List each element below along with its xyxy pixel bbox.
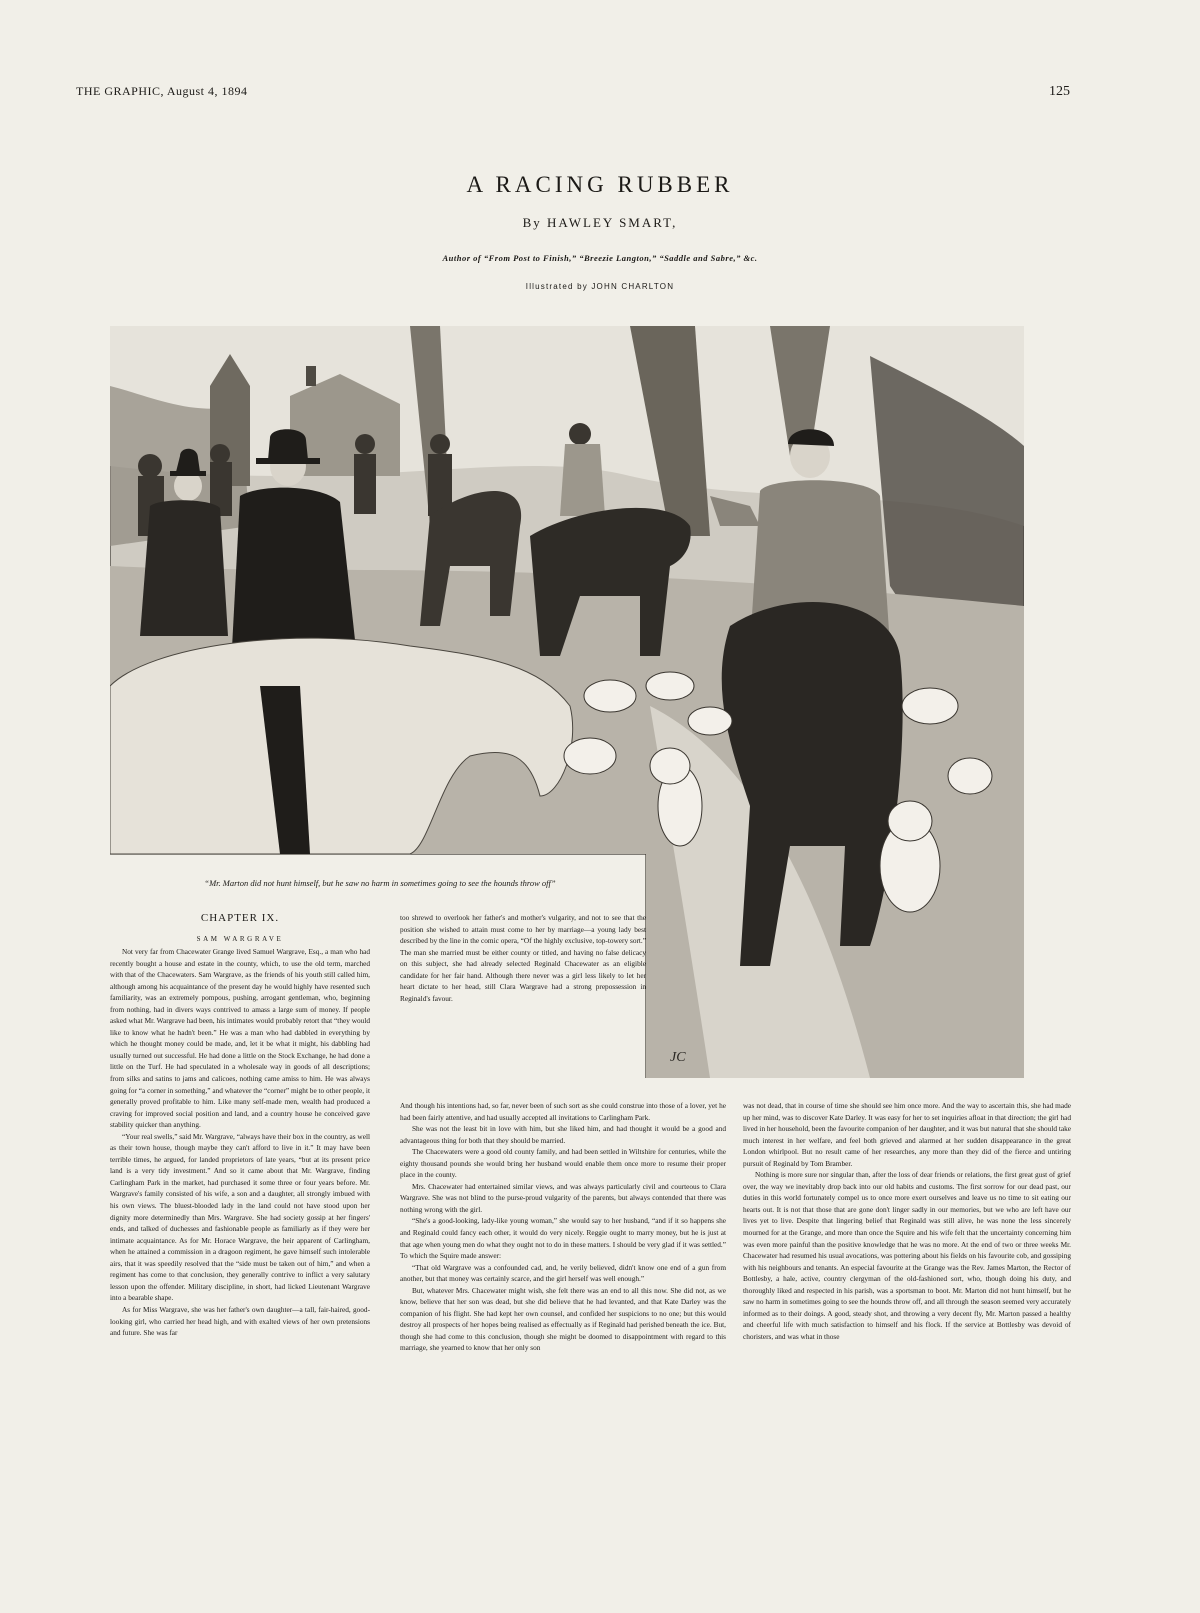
column-1	[110, 946, 370, 1586]
column-2-bottom	[400, 1100, 726, 1590]
article-title: A RACING RUBBER	[466, 172, 734, 197]
paragraph: was not dead, that in course of time she should see him once more. And the way to ascertain this, she had made up her mind, was to discover Kate Darley. It was easy for her to set inquiries afloat in that direction; the girl had lived in her household, been the favourite companion of her daughter, and it was but natural that she should take much interest in her welfare, and feel both grieved and alarmed at her sudden disappearance in the great London whirlpool. But no result came of her researches, any more than they did of the fierce and untiring pursuit of Reginald by Tom Bramber.	[743, 1101, 1071, 1168]
chapter-title: SAM WARGRAVE	[196, 935, 284, 943]
chapter-heading: CHAPTER IX.	[200, 912, 280, 924]
paragraph: “Your real swells,” said Mr. Wargrave, “always have their box in the country, as well as their town house, though maybe they can't afford to live in it.” It may have been terrible times, he argued, for landed proprietors of late years, “but at its present price land is a very tidy investment.” And so it came about that Mr. Wargrave, finding Carlingham Park in the market, had purchased it some three or four years before. Mr. Wargrave's family consisted of his wife, a son and a daughter, all strongly imbued with his own views. The bluest-blooded lady in the land could not have stood upon her dignity more determinedly than Mrs. Wargrave. She had society gossip at her fingers' ends, and talked of duchesses and fashionable people as familiarly as if they were her intimate acquaintance. As for Mr. Horace Wargrave, the heir apparent of Carlingham, when he attained a commission in a dragoon regiment, he gave himself such intolerable airs, that it was speedily resolved that the “side must be taken out of him,” and when a regiment has come to that conclusion, they generally contrive to inflict a very salutary lesson upon the offender. Military discipline, in short, had licked Lieutenant Wargrave into a bearable shape.	[110, 1131, 370, 1303]
paragraph: She was not the least bit in love with him, but she liked him, and had thought it would be a good and advantageous thing for both that they should be married.	[400, 1124, 726, 1145]
paragraph: But, whatever Mrs. Chacewater might wish, she felt there was an end to all this now. She did not, as we know, believe that her son was dead, but she did believe that he had levanted, and that Kate Darley was the companion of his flight. She had kept her own counsel, and confided her suspicions to no one; but this would destroy all prospects of her hopes being realised as effectually as if Reginald had perished beneath the ice. But, though she had come to this conclusion, though she might be doomed to disappointment with regard to this marriage, she yearned to know that her only son	[400, 1285, 726, 1353]
illustration-caption: “Mr. Marton did not hunt himself, but he saw no harm in sometimes going to see the hounds throw off”	[204, 878, 556, 888]
paragraph: Nothing is more sure nor singular than, after the loss of dear friends or relations, the first great gust of grief over, the way we inevitably drop back into our old habits and customs. The first sorrow for our dead past, our duties in this world fortunately compel us to once more exert ourselves and leave us no time to sit eating our hearts out. It is not that those that are gone don't linger sadly in our memories, but we who are left have our lives yet to live. Despite that lingering belief that Reginald was still alive, he was none the less sincerely mourned for at the Grange, and more than once the Squire and his wife felt that the uncertainty concerning him was even more painful than the positive knowledge that he was no more. At the end of two or three weeks Mr. Chacewater had resumed his usual avocations, was pottering about his fields on his favourite cob, and gossiping with his neighbours and tenants. An especial favourite at the Grange was the Rev. James Marton, the Rector of Bottlesby, a hale, active, country clergyman of the old-fashioned sort, who, though doing his duty, and thoroughly liked and respected in his parish, was a sportsman to boot. Mr. Marton did not hunt himself, but he saw no harm in sometimes going to see the hounds throw off, and all through the season seemed very accurately informed as to their doings. A good, steady shot, and throwing a very decent fly, Mr. Marton passed a healthy and cheerful life with much satisfaction to himself and his flock. If the service at Bottlesby was devoid of choristers, and was what in those	[743, 1170, 1071, 1341]
illustrator-credit: Illustrated by JOHN CHARLTON	[525, 282, 675, 291]
paragraph: Mrs. Chacewater had entertained similar views, and was always particularly civil and courteous to Clara Wargrave. She was not blind to the purse-proud vulgarity of the parents, but always contended that there was nothing wrong with the girl.	[400, 1181, 726, 1214]
paragraph: And though his intentions had, so far, never been of such sort as she could construe into those of a lover, yet he had been fairly attentive, and had usually accepted all invitations to Carlingham Park.	[400, 1101, 726, 1122]
author-previous-works: Author of “From Post to Finish,” “Breezie Langton,” “Saddle and Sabre,” &c.	[442, 253, 758, 263]
author-byline: By HAWLEY SMART,	[522, 215, 678, 230]
paragraph: As for Miss Wargrave, she was her father's own daughter—a tall, fair-haired, good-looking girl, who carried her head high, and with exalted views of her own pretensions and future. She was far	[110, 1304, 370, 1338]
paragraph: The Chacewaters were a good old county family, and had been settled in Wiltshire for centuries, while the eighty thousand pounds she would bring her husband would enable them once more to resume their proper place in the county.	[400, 1147, 726, 1180]
column-2-top	[400, 912, 646, 1098]
column-3	[743, 1100, 1071, 1590]
paragraph: “That old Wargrave was a confounded cad, and, he verily believed, didn't know one end of a gun from another, but that money was certainly scarce, and the girl herself was well enough.”	[400, 1262, 726, 1284]
paragraph: “She's a good-looking, lady-like young woman,” she would say to her husband, “and if it so happens she and Reginald could fancy each other, it would do very nicely. Reggie ought to marry money, but he is just at that age when young men do what they ought not to do in these matters. I should be very glad if it was settled.” To which the Squire made answer:	[400, 1216, 726, 1261]
artist-monogram: JC	[670, 1050, 686, 1065]
paragraph: too shrewd to overlook her father's and mother's vulgarity, and not to see that the position she wished to attain must come to her by marriage—a young lady best described by the line in the comic opera, “Of the highly exclusive, top-towery sort.” The man she married must be either county or titled, and having no false delicacy on this subject, she had already selected Reginald Chacewater as an eligible candidate for her fair hand. Although there never was a girl less likely to let her heart dictate to her head, still Clara Wargrave had a strong prepossession in Reginald's favour.	[400, 913, 646, 1003]
running-head	[76, 84, 1076, 104]
page-number: 125	[1049, 84, 1070, 99]
journal-date: THE GRAPHIC, August 4, 1894	[76, 84, 248, 98]
paragraph: Not very far from Chacewater Grange lived Samuel Wargrave, Esq., a man who had recently bought a house and estate in the county, which, to use the old term, marched with that of the Chacewaters. Sam Wargrave, as the friends of his youth still called him, although among his acquaintance of the present day he would highly have resented such familiarity, was an extremely pompous, pushing, arrogant gentleman, who, beginning from nothing, had in divers ways contrived to amass a large sum of money. If people asked what Mr. Wargrave had been, his intimates would probably retort that “they would like to know what he hadn't been.” He was a man who had dabbled in everything by which he thought money could be made, and, let it be what it might, his dabbling had usually turned out successful. He had done a little on the Stock Exchange, he had done a little on the Turf. He had speculated in a wholesale way in goods of all descriptions; from silks and satins to jams and calicoes, nothing came amiss to him. He was always going for “a corner in something,” and whatever the “corner” might be to other people, it generally proved profitable to him. Like many self-made men, wealth had produced a craving for improved social position and land, and a country house he conceived gave stability quicker than anything.	[110, 947, 370, 1130]
